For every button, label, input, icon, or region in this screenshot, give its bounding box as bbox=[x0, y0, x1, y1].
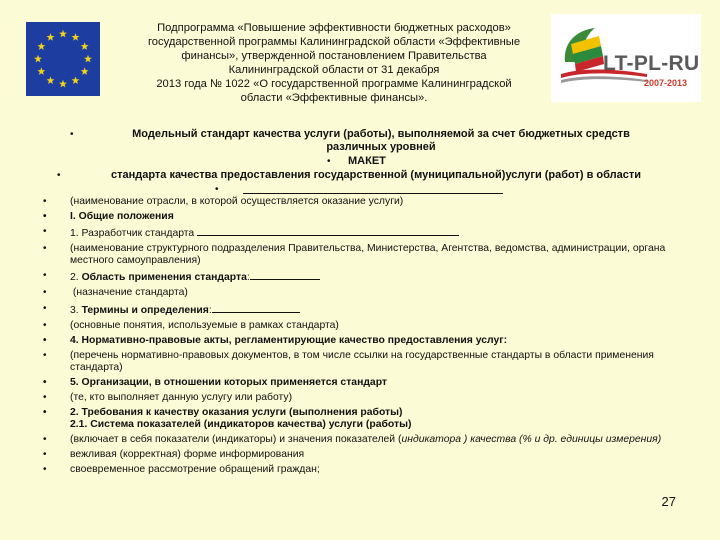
standard-items-list bbox=[0, 196, 720, 480]
header-line: Подпрограмма «Повышение эффективности бюджетных расходов» bbox=[157, 22, 511, 34]
standard-subtitle: стандарта качества предоставления государственной (муниципальной)услуги (работ) в области bbox=[110, 169, 642, 181]
list-item: • (те, кто выполняет данную услугу или работу) bbox=[0, 392, 720, 404]
list-item: • (назначение стандарта) bbox=[0, 287, 720, 299]
list-item: • (включает в себя показатели (индикаторы) и значения показателей (индикатора ) качества (% и др. единицы измерения) bbox=[0, 434, 720, 446]
star-icon bbox=[59, 30, 67, 38]
bullet-icon: • bbox=[327, 156, 331, 167]
list-item: • I. Общие положения bbox=[0, 211, 720, 223]
header-line: государственной программы Калининградской области «Эффективные bbox=[147, 35, 521, 48]
program-header bbox=[128, 22, 540, 105]
page-number: 27 bbox=[661, 494, 676, 509]
star-icon bbox=[37, 67, 45, 75]
star-icon bbox=[47, 33, 55, 41]
list-item: • вежливая (корректная) форме информирования bbox=[0, 449, 720, 461]
list-item: • 1. Разработчик стандарта bbox=[0, 226, 720, 240]
standard-title: Модельный стандарт качества услуги (работы), выполняемой за счет бюджетных средств bbox=[132, 128, 630, 140]
header-line: Калининградской области от 31 декабря bbox=[228, 63, 440, 76]
standard-title-cont: различных уровней bbox=[326, 141, 436, 153]
star-icon bbox=[37, 42, 45, 50]
star-icon bbox=[81, 42, 89, 50]
header-line: финансы», утвержденной постановлением Правительства bbox=[181, 49, 487, 62]
header-line: 2013 года № 1022 «О государственной программе Калининградской bbox=[156, 77, 512, 90]
blank-line bbox=[212, 303, 300, 313]
star-icon bbox=[72, 33, 80, 41]
bullet-icon: • bbox=[70, 129, 74, 140]
star-icon bbox=[81, 67, 89, 75]
star-icon bbox=[47, 76, 55, 84]
bullet-icon: • bbox=[57, 170, 61, 181]
maket-label: МАКЕТ bbox=[348, 155, 386, 167]
list-item: • (наименование структурного подразделения Правительства, Министерства, Агентства, ведомства, администрации, органа местного самоуправления) bbox=[0, 243, 720, 267]
star-icon bbox=[59, 80, 67, 88]
list-item: • (наименование отрасли, в которой осуществляется оказание услуги) bbox=[0, 196, 720, 208]
eu-stars-icon bbox=[26, 22, 100, 96]
list-item: • своевременное рассмотрение обращений граждан; bbox=[0, 464, 720, 476]
header-line: области «Эффективные финансы». bbox=[240, 91, 428, 104]
logo-title: LT-PL-RU bbox=[603, 52, 700, 75]
blank-line bbox=[243, 184, 503, 194]
list-item: • (основные понятия, используемые в рамках стандарта) bbox=[0, 320, 720, 332]
list-item: • 2. Область применения стандарта: bbox=[0, 270, 720, 284]
blank-line bbox=[250, 270, 320, 280]
list-item: • 4. Нормативно-правовые акты, регламентирующие качество предоставления услуг: bbox=[0, 335, 720, 347]
star-icon bbox=[72, 76, 80, 84]
list-item: • 5. Организации, в отношении которых применяется стандарт bbox=[0, 377, 720, 389]
list-item: • 2. Требования к качеству оказания услуги (выполнения работы) 2.1. Система показателей (индикаторов качества) услуги (работы) bbox=[0, 407, 720, 431]
star-icon bbox=[84, 55, 92, 63]
blank-line bbox=[197, 226, 459, 236]
bullet-icon: • bbox=[215, 184, 219, 195]
star-icon bbox=[34, 55, 42, 63]
list-item: • 3. Термины и определения: bbox=[0, 303, 720, 317]
logo-years: 2007-2013 bbox=[644, 78, 688, 88]
eu-flag-logo bbox=[26, 22, 100, 96]
lt-pl-ru-logo bbox=[551, 14, 701, 102]
list-item: • (перечень нормативно-правовых документов, в том числе ссылки на государственные стандарты в области применения стандарта) bbox=[0, 350, 720, 374]
